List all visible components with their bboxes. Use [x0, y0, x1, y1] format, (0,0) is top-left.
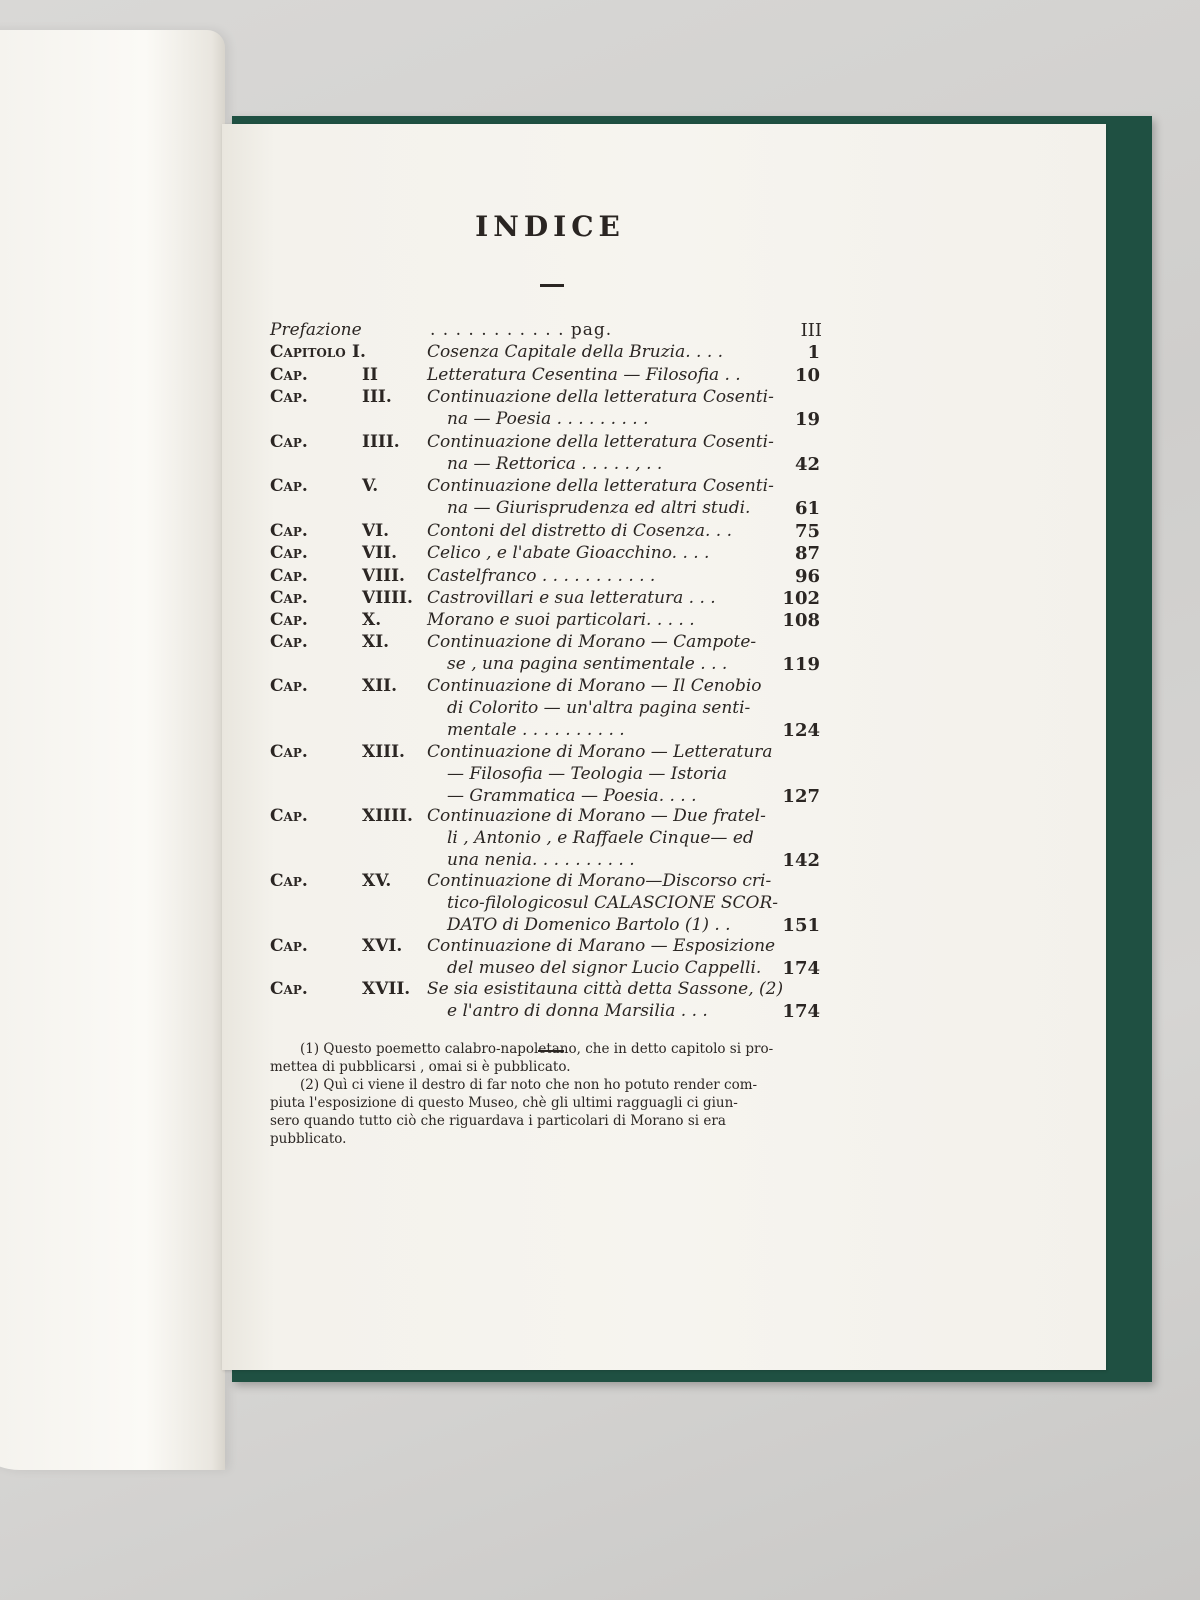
- entry-page-number: 127: [782, 786, 820, 807]
- entry-page-number: 87: [794, 543, 820, 564]
- entry-title-line: Celico , e l'abate Gioacchino. . . .: [427, 543, 710, 563]
- footnote-line: (1) Questo poemetto calabro-napoletano, che in detto capitolo si pro-: [300, 1041, 774, 1057]
- entry-number: XV.: [362, 871, 392, 891]
- entry-title-line: tico-filologicosul CALASCIONE SCOR-: [447, 893, 779, 913]
- entry-page-number: 96: [794, 566, 820, 587]
- entry-number: III.: [362, 387, 392, 407]
- entry-page-number: 151: [782, 915, 820, 936]
- entry-page-number: 75: [794, 521, 820, 542]
- entry-page-number: 19: [794, 409, 820, 430]
- entry-title-line: e l'antro di donna Marsilia . . .: [447, 1001, 708, 1021]
- entry-number: XIIII.: [362, 806, 413, 826]
- entry-label: Cap.: [270, 566, 308, 586]
- entry-page-number: 124: [782, 720, 820, 741]
- footnote-line: (2) Quì ci viene il destro di far noto che non ho potuto render com-: [300, 1077, 758, 1093]
- entry-number: II: [362, 365, 378, 385]
- entry-label: Cap.: [270, 806, 308, 826]
- entry-number: I.: [352, 342, 366, 362]
- entry-page-number: 1: [807, 342, 820, 363]
- entry-title-line: na — Giurisprudenza ed altri studi.: [447, 498, 751, 518]
- entry-number: V.: [362, 476, 379, 496]
- preface-label: Prefazione: [270, 320, 362, 340]
- entry-title-line: Continuazione di Morano — Il Cenobio: [427, 676, 762, 696]
- entry-page-number: 102: [782, 588, 820, 609]
- entry-number: VIII.: [362, 566, 405, 586]
- entry-number: IIII.: [362, 432, 400, 452]
- page-title: INDICE: [475, 210, 625, 243]
- entry-title-line: di Colorito — un'altra pagina senti-: [447, 698, 751, 718]
- entry-number: VI.: [362, 521, 390, 541]
- entry-page-number: 10: [794, 365, 820, 386]
- entry-title-line: Continuazione della letteratura Cosenti-: [427, 476, 774, 496]
- entry-label: Cap.: [270, 476, 308, 496]
- entry-title-line: una nenia. . . . . . . . . .: [447, 850, 635, 870]
- entry-title-line: Continuazione di Marano — Esposizione: [427, 936, 776, 956]
- entry-title-line: na — Rettorica . . . . . , . .: [447, 454, 663, 474]
- entry-title-line: Continuazione di Morano — Due fratel-: [427, 806, 766, 826]
- entry-page-number: 61: [794, 498, 820, 519]
- entry-number: X.: [362, 610, 382, 630]
- entry-page-number: 174: [782, 1001, 820, 1022]
- entry-label: Cap.: [270, 871, 308, 891]
- entry-title-line: Se sia esistitauna città detta Sassone, (2): [427, 979, 784, 999]
- entry-title-line: Castrovillari e sua letteratura . . .: [427, 588, 716, 608]
- entry-page-number: 119: [782, 654, 820, 675]
- preface-dots: . . . . . . . . . . . pag.: [430, 320, 613, 340]
- entry-title-line: del museo del signor Lucio Cappelli.: [447, 958, 762, 978]
- entry-label: Cap.: [270, 521, 308, 541]
- footnote-line: mettea di pubblicarsi , omai si è pubblicato.: [270, 1059, 571, 1075]
- entry-number: XVI.: [362, 936, 403, 956]
- entry-title-line: Letteratura Cesentina — Filosofia . .: [427, 365, 741, 385]
- entry-number: XVII.: [362, 979, 411, 999]
- footnote-line: pubblicato.: [270, 1131, 347, 1147]
- entry-label: Cap.: [270, 936, 308, 956]
- entry-label: Cap.: [270, 632, 308, 652]
- entry-label: Cap.: [270, 610, 308, 630]
- entry-title-line: — Filosofia — Teologia — Istoria: [447, 764, 728, 784]
- entry-label: Cap.: [270, 543, 308, 563]
- entry-title-line: Castelfranco . . . . . . . . . . .: [427, 566, 656, 586]
- entry-title-line: mentale . . . . . . . . . .: [447, 720, 625, 740]
- entry-label: Capitolo: [270, 342, 346, 362]
- entry-page-number: 42: [794, 454, 820, 475]
- entry-title-line: Continuazione di Morano—Discorso cri-: [427, 871, 772, 891]
- entry-label: Cap.: [270, 387, 308, 407]
- entry-number: VII.: [362, 543, 398, 563]
- preface-page: III: [800, 320, 822, 341]
- entry-title-line: Cosenza Capitale della Bruzia. . . .: [427, 342, 724, 362]
- entry-label: Cap.: [270, 432, 308, 452]
- entry-title-line: Continuazione di Morano — Letteratura: [427, 742, 773, 762]
- entry-page-number: 142: [782, 850, 820, 871]
- footnote-line: piuta l'esposizione di questo Museo, chè gli ultimi ragguagli ci giun-: [270, 1095, 738, 1111]
- entry-number: XI.: [362, 632, 390, 652]
- entry-title-line: — Grammatica — Poesia. . . .: [447, 786, 697, 806]
- entry-label: Cap.: [270, 588, 308, 608]
- entry-title-line: se , una pagina sentimentale . . .: [447, 654, 728, 674]
- footnote-line: sero quando tutto ciò che riguardava i particolari di Morano si era: [270, 1113, 726, 1129]
- entry-label: Cap.: [270, 676, 308, 696]
- entry-label: Cap.: [270, 979, 308, 999]
- entry-label: Cap.: [270, 365, 308, 385]
- entry-title-line: DATO di Domenico Bartolo (1) . .: [447, 915, 731, 935]
- entry-page-number: 108: [782, 610, 820, 631]
- entry-title-line: Morano e suoi particolari. . . . .: [427, 610, 695, 630]
- entry-number: VIIII.: [362, 588, 413, 608]
- entry-title-line: li , Antonio , e Raffaele Cinque— ed: [447, 828, 754, 848]
- entry-title-line: Continuazione della letteratura Cosenti-: [427, 387, 774, 407]
- entry-number: XIII.: [362, 742, 405, 762]
- entry-title-line: Contoni del distretto di Cosenza. . .: [427, 521, 733, 541]
- entry-title-line: Continuazione della letteratura Cosenti-: [427, 432, 774, 452]
- entry-page-number: 174: [782, 958, 820, 979]
- entry-label: Cap.: [270, 742, 308, 762]
- entry-title-line: Continuazione di Morano — Campote-: [427, 632, 757, 652]
- entry-number: XII.: [362, 676, 398, 696]
- entry-title-line: na — Poesia . . . . . . . . .: [447, 409, 649, 429]
